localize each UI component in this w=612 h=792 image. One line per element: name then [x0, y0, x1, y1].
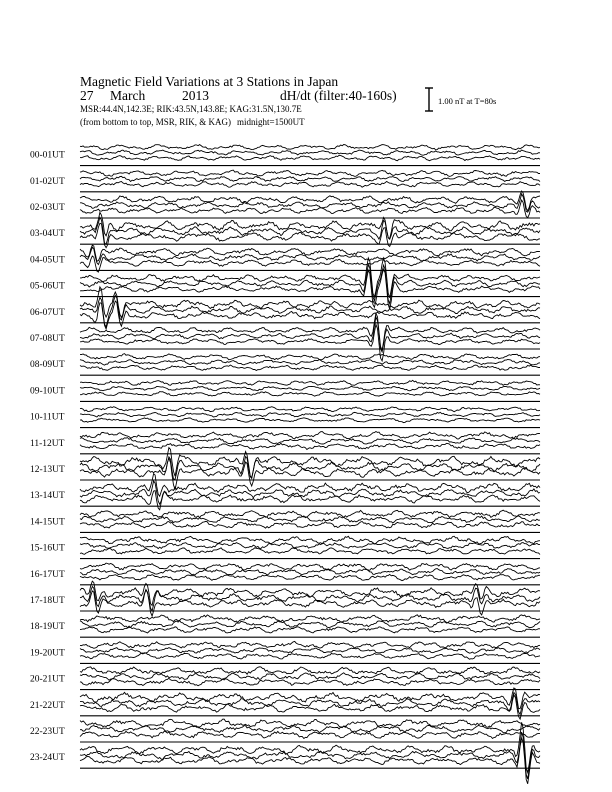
trace-kag-18	[80, 615, 540, 623]
scale-label: 1.00 nT at T=80s	[438, 96, 497, 106]
trace-kag-11	[80, 432, 540, 439]
trace-kag-20	[80, 667, 540, 674]
trace-rik-11	[80, 438, 540, 444]
hour-label-06: 06-07UT	[30, 307, 65, 318]
trace-rik-3	[80, 217, 540, 244]
trace-msr-10	[80, 418, 540, 423]
hour-label-08: 08-09UT	[30, 360, 65, 371]
hour-label-03: 03-04UT	[30, 229, 65, 240]
trace-kag-19	[80, 641, 540, 648]
trace-msr-0	[80, 155, 540, 160]
hour-label-15: 15-16UT	[30, 543, 65, 554]
trace-rik-22	[80, 725, 540, 732]
hour-label-04: 04-05UT	[30, 255, 65, 266]
hour-label-13: 13-14UT	[30, 491, 65, 502]
trace-kag-7	[80, 313, 540, 350]
hour-label-01: 01-02UT	[30, 176, 65, 187]
trace-rik-18	[80, 621, 540, 628]
trace-kag-16	[80, 563, 540, 570]
trace-msr-11	[80, 443, 540, 449]
trace-rik-21	[80, 693, 540, 715]
hour-label-21: 21-22UT	[30, 700, 65, 711]
quantity-label: dH/dt (filter:40-160s)	[280, 88, 397, 103]
hour-label-05: 05-06UT	[30, 281, 65, 292]
trace-msr-9	[80, 392, 540, 397]
date-year: 2013	[182, 88, 209, 103]
trace-rik-16	[80, 569, 540, 575]
midnight-note: midnight=1500UT	[237, 117, 305, 127]
hour-label-14: 14-15UT	[30, 517, 65, 528]
trace-rik-19	[80, 648, 540, 654]
trace-msr-23	[80, 738, 540, 784]
station-coordinates: MSR:44.4N,142.3E; RIK:43.5N,143.8E; KAG:31.5N,130.7E	[80, 104, 302, 114]
trace-msr-20	[80, 678, 540, 685]
trace-kag-14	[80, 510, 540, 518]
hour-label-09: 09-10UT	[30, 386, 65, 397]
trace-msr-22	[80, 731, 540, 738]
order-note: (from bottom to top, MSR, RIK, & KAG)	[80, 117, 232, 127]
trace-msr-19	[80, 653, 540, 660]
trace-kag-15	[80, 536, 540, 544]
trace-kag-1	[80, 170, 540, 176]
trace-msr-7	[80, 324, 540, 361]
trace-rik-23	[80, 732, 540, 779]
trace-msr-18	[80, 627, 540, 633]
trace-kag-9	[80, 380, 540, 385]
hour-label-19: 19-20UT	[30, 648, 65, 659]
trace-msr-16	[80, 574, 540, 580]
trace-rik-8	[80, 360, 540, 366]
hour-label-18: 18-19UT	[30, 622, 65, 633]
hour-label-16: 16-17UT	[30, 569, 65, 580]
hour-label-00: 00-01UT	[30, 150, 65, 161]
trace-msr-14	[80, 521, 540, 528]
chart-title: Magnetic Field Variations at 3 Stations in Japan	[80, 74, 339, 89]
trace-kag-0	[80, 145, 540, 150]
hour-label-17: 17-18UT	[30, 596, 65, 606]
hour-label-11: 11-12UT	[30, 438, 65, 449]
hour-label-20: 20-21UT	[30, 674, 65, 685]
trace-rik-9	[80, 386, 540, 391]
trace-msr-1	[80, 181, 540, 187]
trace-kag-8	[80, 354, 540, 360]
trace-rik-15	[80, 543, 540, 549]
trace-rik-2	[80, 194, 540, 212]
hour-label-07: 07-08UT	[30, 334, 65, 344]
hour-label-10: 10-11UT	[30, 412, 65, 423]
hour-label-22: 22-23UT	[30, 727, 65, 737]
trace-rik-1	[80, 176, 540, 181]
hour-label-02: 02-03UT	[30, 203, 65, 213]
trace-kag-10	[80, 407, 540, 412]
hour-label-12: 12-13UT	[30, 465, 65, 475]
trace-kag-12	[80, 448, 540, 478]
trace-rik-10	[80, 412, 540, 417]
trace-rik-14	[80, 516, 540, 523]
hour-label-23: 23-24UT	[30, 753, 65, 764]
date-month: March	[110, 88, 146, 103]
trace-msr-15	[80, 548, 540, 555]
trace-kag-22	[80, 719, 540, 728]
trace-msr-8	[80, 365, 540, 371]
trace-rik-0	[80, 150, 540, 155]
trace-msr-13	[80, 491, 540, 510]
date-day: 27	[80, 88, 94, 103]
trace-msr-2	[80, 200, 540, 218]
trace-rik-7	[80, 317, 540, 352]
